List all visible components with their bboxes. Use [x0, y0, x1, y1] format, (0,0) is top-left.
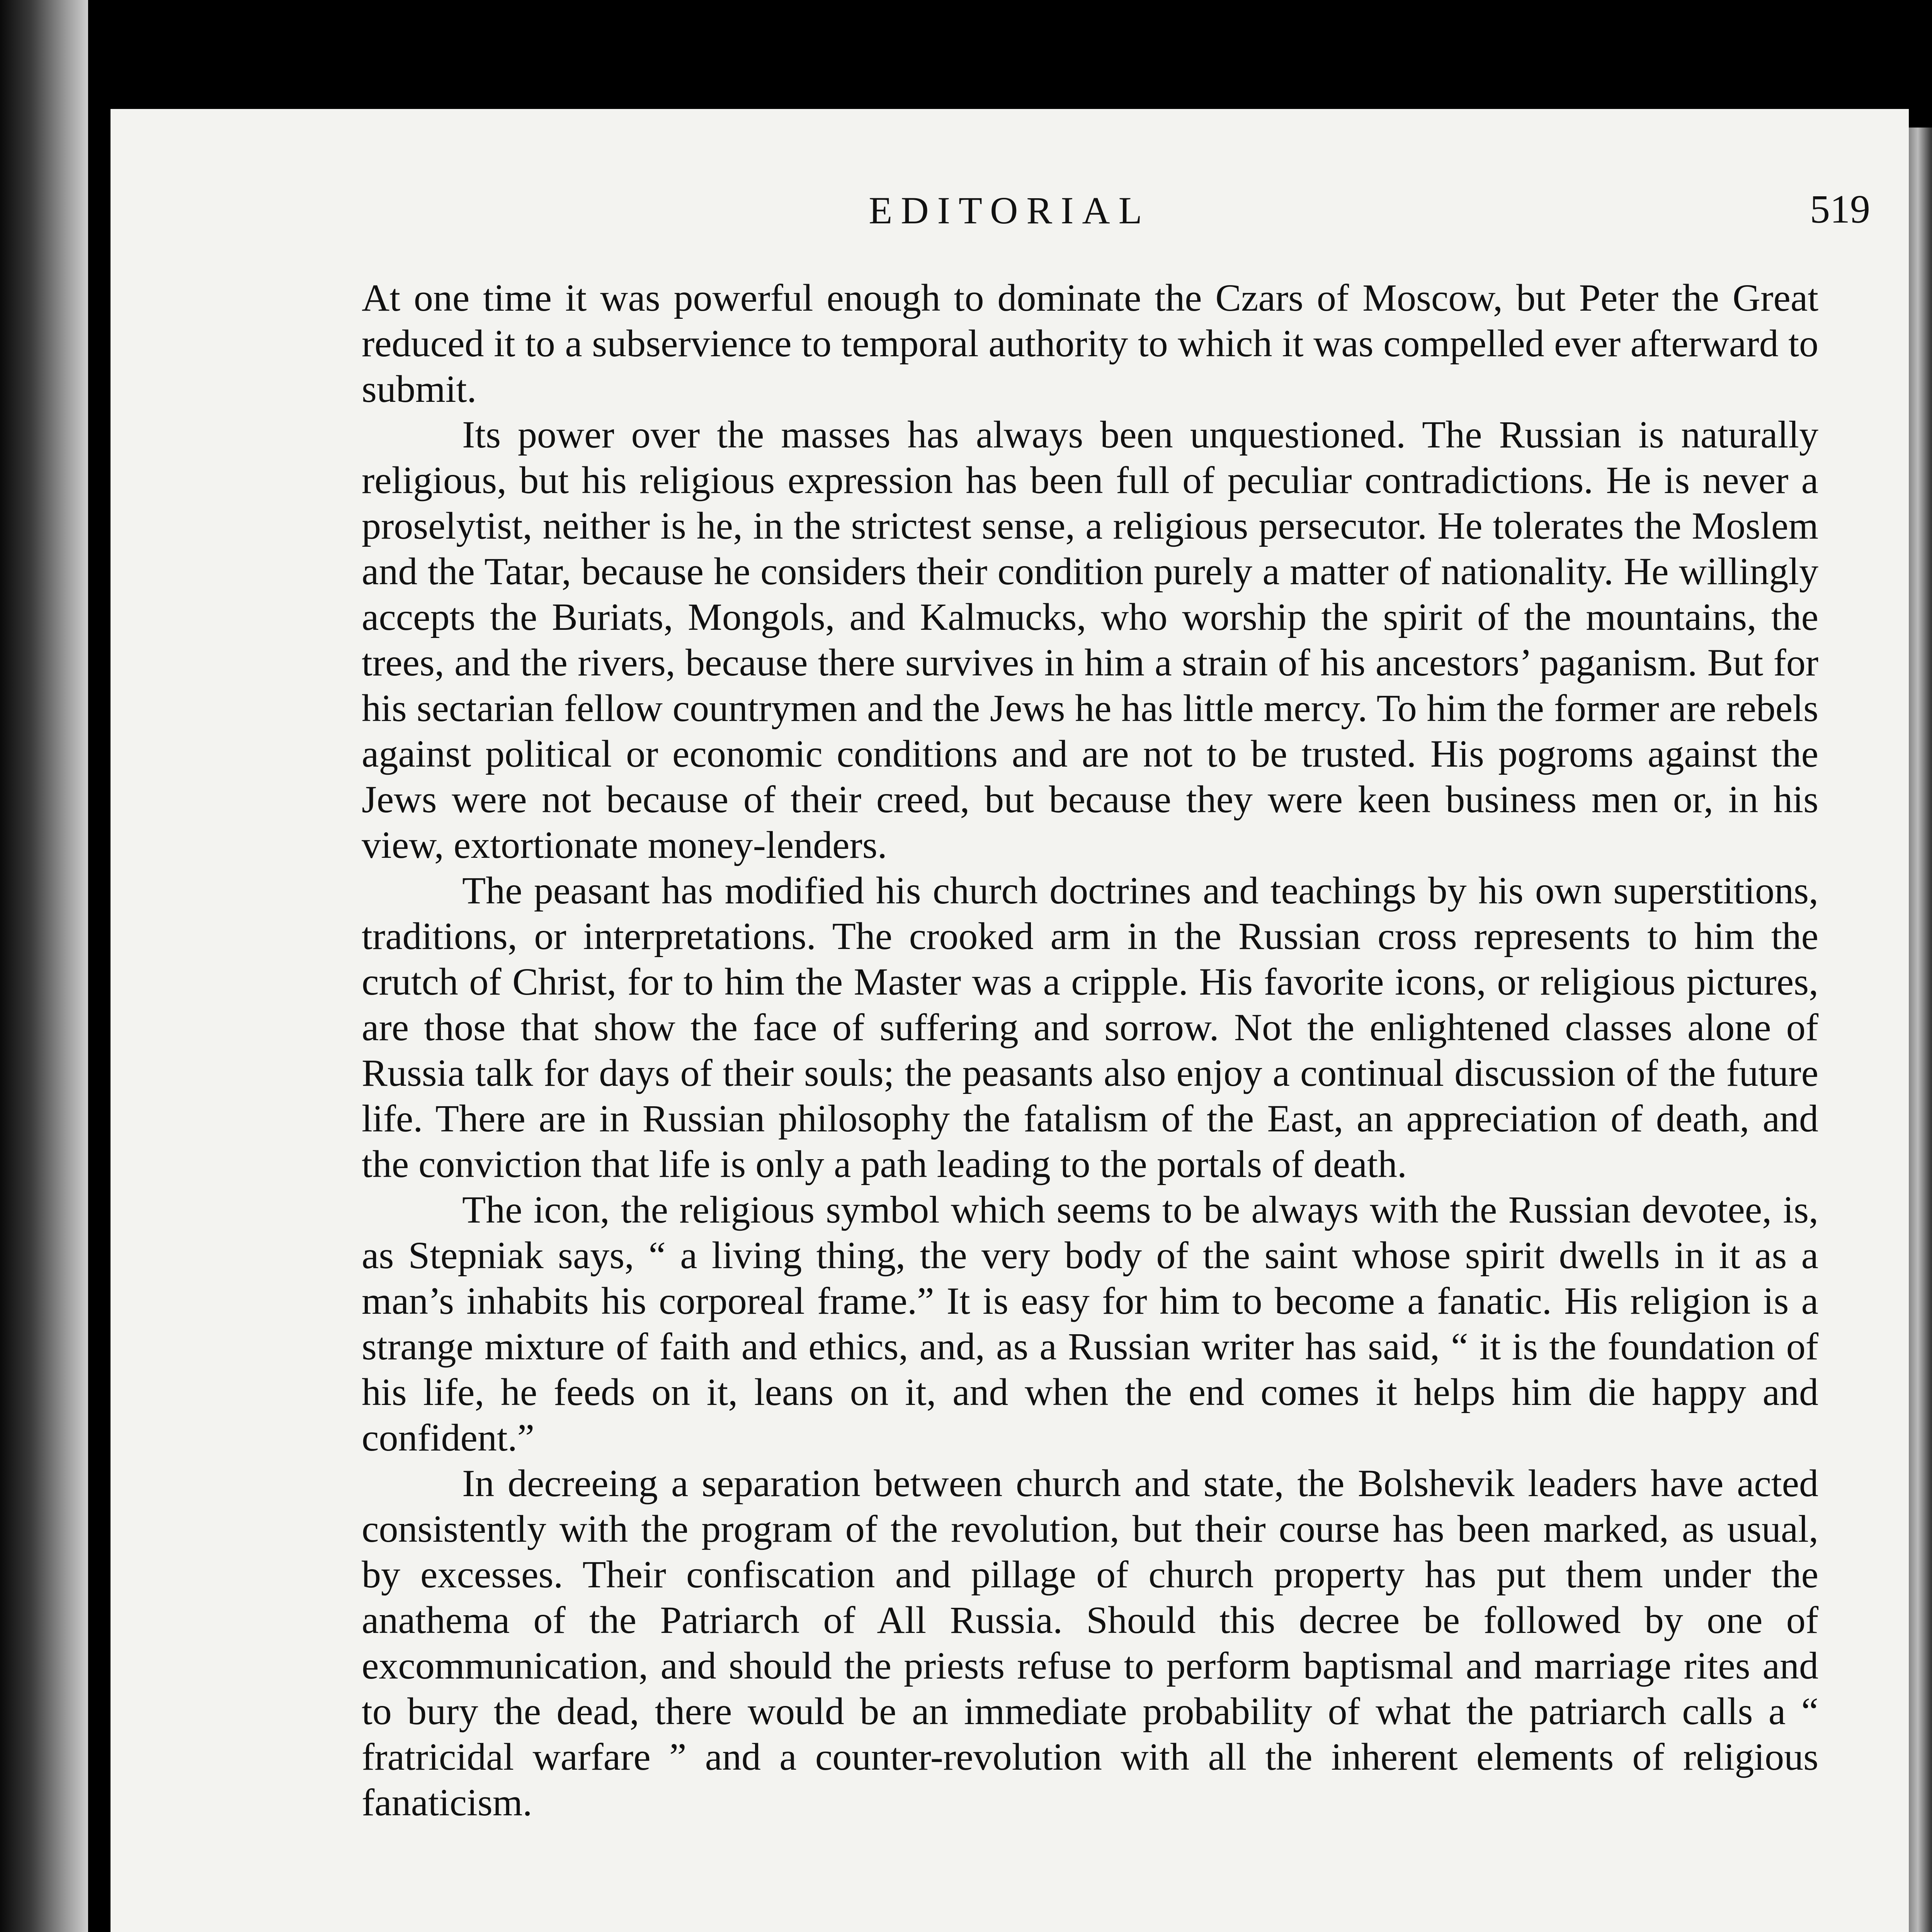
book-gutter	[88, 0, 111, 1932]
running-head: EDITORIAL	[869, 189, 1151, 232]
editorial-paragraph: The icon, the religious symbol which seems to be always with the Russian devotee, is, as Stepniak says, “ a living thing, the very body of the saint whose spirit dwells in it as a man’s inhabits his corporeal frame.” It is easy for him to become a fanatic. His religion is a strange mixture of faith and ethics, and, as a Russian writer has said, “ it is the foundation of his life, he feeds on it, leans on it, and when the end comes it helps him die happy and confident.”	[362, 1188, 1818, 1459]
book-page	[111, 109, 1909, 1932]
facing-page-edge	[0, 0, 88, 1932]
editorial-paragraph: In decreeing a separation between church and state, the Bolshevik leaders have acted consistently with the program of the revolution, but their course has been marked, as usual, by excesses. Their confiscation and pillage of church property has put them under the anathema of the Patriarch of All Russia. Should this decree be followed by one of excommunication, and should the priests refuse to perform baptismal and marriage rites and to bury the dead, there would be an immediate probability of what the patriarch calls a “ fratricidal warfare ” and a counter-revolution with all the inherent elements of religious fanaticism.	[362, 1462, 1818, 1824]
page-number: 519	[1810, 187, 1870, 231]
editorial-text	[362, 275, 1818, 1825]
editorial-paragraph: Its power over the masses has always been unquestioned. The Russian is naturally religious, but his religious expression has been full of peculiar contradictions. He is never a proselytist, neither is he, in the strictest sense, a religious persecutor. He tolerates the Moslem and the Tatar, because he considers their condition purely a matter of nationality. He willingly accepts the Buriats, Mongols, and Kalmucks, who worship the spirit of the mountains, the trees, and the rivers, because there survives in him a strain of his ancestors’ paganism. But for his sectarian fellow countrymen and the Jews he has little mercy. To him the former are rebels against political or economic conditions and are not to be trusted. His pogroms against the Jews were not because of their creed, but because they were keen business men or, in his view, extortionate money-lenders.	[362, 413, 1818, 866]
editorial-paragraph: At one time it was powerful enough to dominate the Czars of Moscow, but Peter the Great reduced it to a subservience to temporal authority to which it was compelled ever afterward to submit.	[362, 276, 1818, 410]
editorial-paragraph: The peasant has modified his church doctrines and teachings by his own superstitions, traditions, or interpretations. The crooked arm in the Russian cross represents to him the crutch of Christ, for to him the Master was a cripple. His favorite icons, or religious pictures, are those that show the face of suffering and sorrow. Not the enlightened classes alone of Russia talk for days of their souls; the peasants also enjoy a continual discussion of the future life. There are in Russian philosophy the fatalism of the East, an appreciation of death, and the conviction that life is only a path leading to the portals of death.	[362, 869, 1818, 1185]
page-stack-edge	[1909, 128, 1932, 1932]
